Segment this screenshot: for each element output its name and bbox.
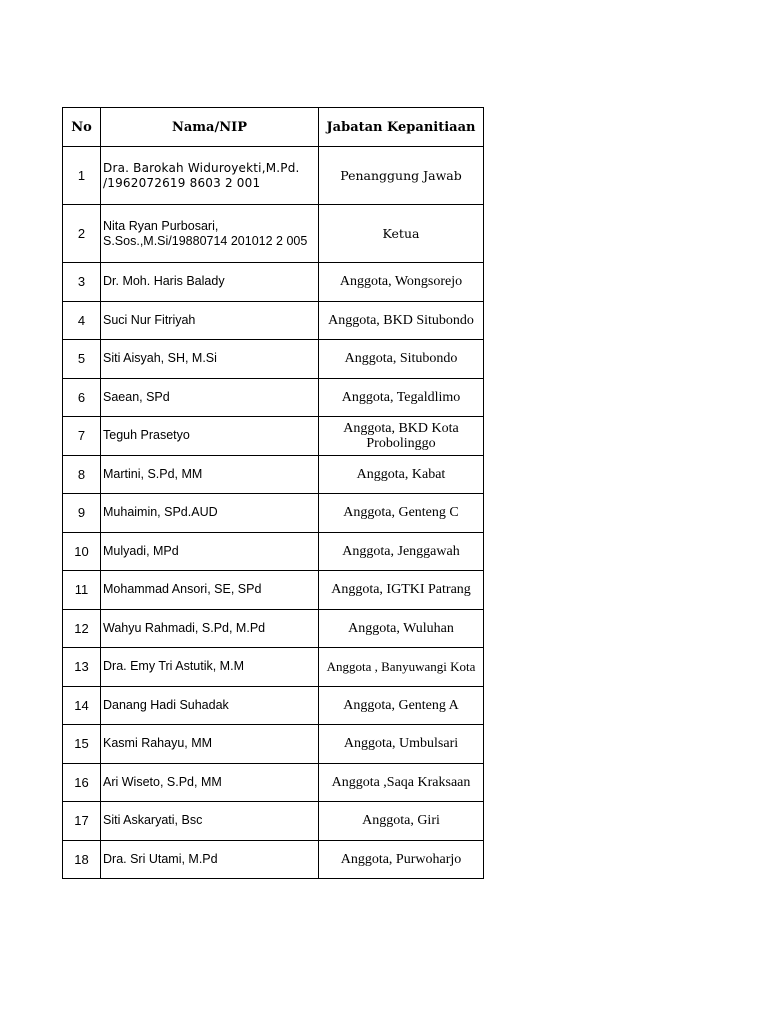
row-no: 1 [63,147,101,205]
row-jabatan: Penanggung Jawab [319,147,484,205]
row-no: 7 [63,417,101,456]
table-row [63,205,484,263]
table-row [63,340,484,379]
table-row [63,532,484,571]
row-jabatan: Anggota, Situbondo [319,340,484,379]
row-name: Dra. Barokah Widuroyekti,M.Pd. /1962072619 8603 2 001 [101,147,319,205]
table-row [63,571,484,610]
table-row [63,455,484,494]
table-row [63,147,484,205]
row-name: Martini, S.Pd, MM [101,455,319,494]
table-row [63,378,484,417]
row-no: 2 [63,205,101,263]
header-no: No [63,108,101,147]
table-row [63,840,484,879]
row-jabatan: Anggota, Giri [319,802,484,841]
header-jabatan: Jabatan Kepanitiaan [319,108,484,147]
table-row [63,494,484,533]
table-row [63,609,484,648]
row-jabatan: Anggota ,Saqa Kraksaan [319,763,484,802]
row-name: Muhaimin, SPd.AUD [101,494,319,533]
row-no: 6 [63,378,101,417]
table-row [63,802,484,841]
row-name: Saean, SPd [101,378,319,417]
row-name: Mohammad Ansori, SE, SPd [101,571,319,610]
table-row [63,648,484,687]
row-name: Kasmi Rahayu, MM [101,725,319,764]
row-name: Dra. Emy Tri Astutik, M.M [101,648,319,687]
table-row [63,301,484,340]
row-jabatan: Anggota, BKD Situbondo [319,301,484,340]
row-no: 11 [63,571,101,610]
table-row [63,763,484,802]
row-no: 5 [63,340,101,379]
row-name: Dr. Moh. Haris Balady [101,263,319,302]
row-jabatan: Anggota, Kabat [319,455,484,494]
row-name: Nita Ryan Purbosari, S.Sos.,M.Si/19880714 201012 2 005 [101,205,319,263]
table-row [63,725,484,764]
row-no: 18 [63,840,101,879]
row-name: Ari Wiseto, S.Pd, MM [101,763,319,802]
row-name: Siti Askaryati, Bsc [101,802,319,841]
row-name: Dra. Sri Utami, M.Pd [101,840,319,879]
row-jabatan: Anggota , Banyuwangi Kota [319,648,484,687]
row-jabatan: Anggota, Jenggawah [319,532,484,571]
row-name: Siti Aisyah, SH, M.Si [101,340,319,379]
row-jabatan: Anggota, Genteng A [319,686,484,725]
table-header-row [63,108,484,147]
row-no: 9 [63,494,101,533]
row-jabatan: Ketua [319,205,484,263]
row-name: Suci Nur Fitriyah [101,301,319,340]
table-row [63,686,484,725]
row-no: 13 [63,648,101,687]
row-no: 15 [63,725,101,764]
row-jabatan: Anggota, Wuluhan [319,609,484,648]
row-no: 8 [63,455,101,494]
row-no: 14 [63,686,101,725]
row-no: 17 [63,802,101,841]
row-jabatan: Anggota, Purwoharjo [319,840,484,879]
header-name: Nama/NIP [101,108,319,147]
row-name: Wahyu Rahmadi, S.Pd, M.Pd [101,609,319,648]
table-row [63,263,484,302]
row-name: Danang Hadi Suhadak [101,686,319,725]
table-row [63,417,484,456]
row-name: Teguh Prasetyo [101,417,319,456]
row-jabatan: Anggota, Wongsorejo [319,263,484,302]
row-jabatan: Anggota, IGTKI Patrang [319,571,484,610]
committee-table [62,107,484,879]
row-no: 3 [63,263,101,302]
row-jabatan: Anggota, Genteng C [319,494,484,533]
row-no: 4 [63,301,101,340]
row-no: 10 [63,532,101,571]
row-jabatan: Anggota, BKD Kota Probolinggo [319,417,484,456]
row-name: Mulyadi, MPd [101,532,319,571]
row-no: 12 [63,609,101,648]
row-jabatan: Anggota, Umbulsari [319,725,484,764]
row-jabatan: Anggota, Tegaldlimo [319,378,484,417]
row-no: 16 [63,763,101,802]
